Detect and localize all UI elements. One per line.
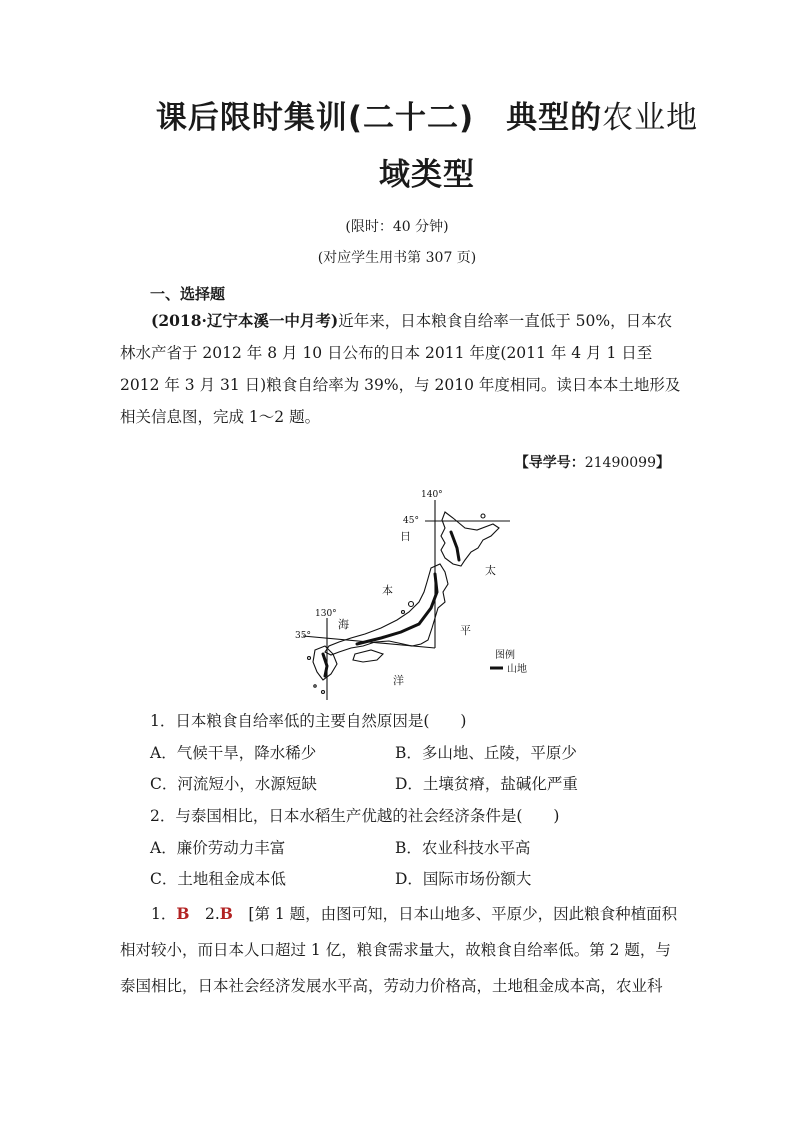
question-2-stem: 2．与泰国相比，日本水稻生产优越的社会经济条件是( )	[150, 807, 560, 825]
mountain-range-honshu	[357, 574, 437, 644]
sea-char-2: 本	[382, 584, 393, 597]
question-1-option-c: C．河流短小，水源短缺	[150, 775, 317, 793]
question-2-option-a: A．廉价劳动力丰富	[150, 839, 286, 857]
time-limit: (限时：40 分钟)	[345, 219, 449, 235]
sea-char-3: 海	[338, 618, 349, 631]
book-reference: (对应学生用书第 307 页)	[317, 250, 477, 266]
intro-paragraph	[120, 305, 686, 433]
guide-number: 【导学号：21490099】	[514, 455, 670, 471]
shikoku-outline	[353, 650, 383, 662]
japan-terrain-map	[285, 488, 545, 700]
hokkaido-outline	[441, 512, 499, 566]
question-1-option-a: A．气候干旱，降水稀少	[150, 744, 317, 762]
label-130: 130°	[315, 609, 337, 619]
page-title-line-2: 域类型	[379, 157, 475, 193]
intro-text: 近年来，日本粮食自给率一直低于 50%，日本农林水产省于 2012 年 8 月 10 日公布的日本 2011 年度(2011 年 4 月 1 日至 2012 年 3 月 31 日)粮食自给率为 39%，与 2010 年度相同。读日本本土地形及相关信息图，完成 1～2 题。	[120, 312, 681, 426]
question-1-stem: 1．日本粮食自给率低的主要自然原因是( )	[150, 712, 467, 730]
section-heading: 一、选择题	[150, 285, 226, 303]
ocean-char-1: 太	[485, 564, 496, 577]
explanation-text: [第 1 题，由图可知，日本山地多、平原少，因此粮食种植面积相对较小，而日本人口超过 1 亿，粮食需求量大，故粮食自给率低。第 2 题，与泰国相比，日本社会经济发展水平高，劳动力价格高，土地租金成本高，农业科	[120, 905, 678, 995]
label-35: 35°	[295, 631, 311, 641]
mountain-range-kyushu	[323, 654, 327, 676]
label-140: 140°	[421, 490, 443, 500]
label-45: 45°	[403, 516, 419, 526]
answer-explanation: 1．B 2.B [第 1 题，由图可知，日本山地多、平原少，因此粮食种植面积相对较小，而日本人口超过 1 亿，粮食需求量大，故粮食自给率低。第 2 题，与泰国相比，日本社会经济发展水平高，劳动力价格高，土地租金成本高，农业科	[120, 904, 678, 995]
question-source: (2018·辽宁本溪一中月考)	[151, 311, 339, 330]
legend-label: 山地	[507, 664, 527, 675]
question-2-option-d: D．国际市场份额大	[395, 870, 532, 888]
answer-key-2: B	[219, 904, 233, 923]
title-bold-text: 课后限时集训(二十二) 典型的	[155, 100, 603, 136]
question-2-option-c: C．土地租金成本低	[150, 870, 286, 888]
page-title-line-1	[120, 98, 734, 138]
ocean-char-2: 平	[460, 624, 471, 637]
title-light-text: 农业地	[602, 100, 699, 136]
answer-key-1: B	[176, 904, 190, 923]
sea-char-1: 日	[400, 530, 411, 543]
question-2-option-b: B．农业科技水平高	[395, 839, 531, 857]
question-1-option-b: B．多山地、丘陵，平原少	[395, 744, 577, 762]
question-1-option-d: D．土壤贫瘠，盐碱化严重	[395, 775, 578, 793]
legend-title: 图例	[495, 650, 515, 661]
ocean-char-3: 洋	[393, 674, 404, 687]
mountain-range-hokkaido	[451, 532, 459, 560]
